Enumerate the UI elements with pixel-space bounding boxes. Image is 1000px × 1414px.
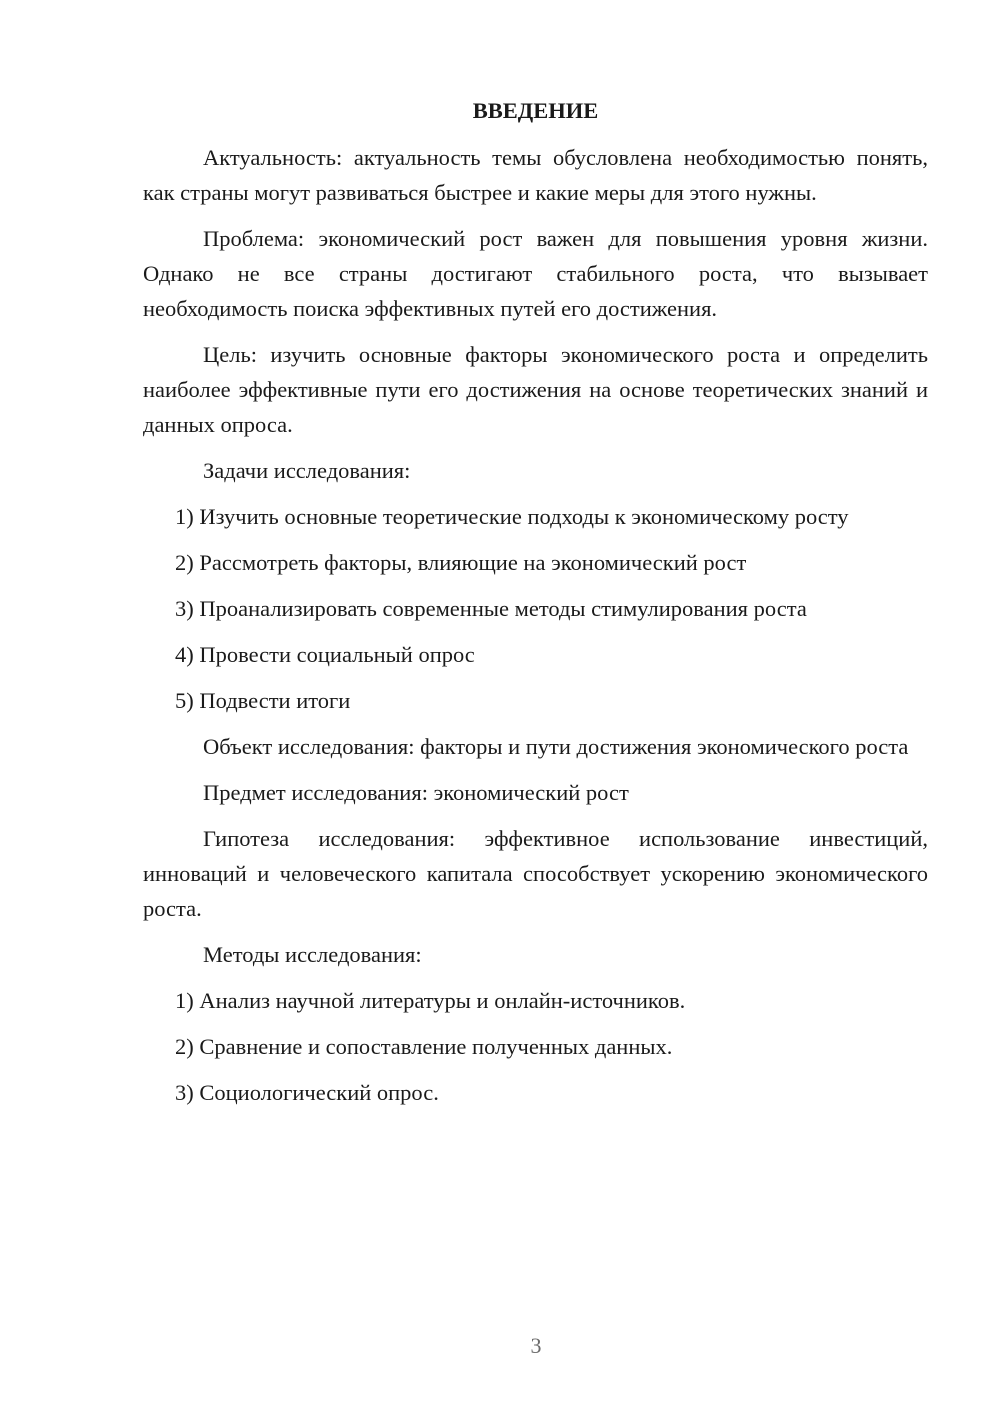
list-item-task-1: 1) Изучить основные теоретические подходы к экономическому росту xyxy=(175,504,849,529)
paragraph-relevance: Актуальность: актуальность темы обусловлена необходимостью понять, как страны могут развиваться быстрее и какие меры для этого нужны. xyxy=(143,145,928,205)
methods-list xyxy=(143,983,928,1110)
list-item-task-4: 4) Провести социальный опрос xyxy=(175,642,475,667)
paragraph-goal: Цель: изучить основные факторы экономического роста и определить наиболее эффективные пути его достижения на основе теоретических знаний и данных опроса. xyxy=(143,342,928,437)
paragraph-hypothesis: Гипотеза исследования: эффективное использование инвестиций, инноваций и человеческого капитала способствует ускорению экономического роста. xyxy=(143,826,928,921)
page-number: 3 xyxy=(530,1333,542,1358)
paragraph-object: Объект исследования: факторы и пути достижения экономического роста xyxy=(203,734,909,759)
tasks-heading: Задачи исследования: xyxy=(203,458,411,483)
list-item-task-5: 5) Подвести итоги xyxy=(175,688,351,713)
tasks-list xyxy=(143,499,928,718)
paragraph-problem: Проблема: экономический рост важен для повышения уровня жизни. Однако не все страны достигают стабильного роста, что вызывает необходимость поиска эффективных путей его достижения. xyxy=(143,226,928,321)
methods-heading: Методы исследования: xyxy=(203,942,422,967)
list-item-task-3: 3) Проанализировать современные методы стимулирования роста xyxy=(175,596,807,621)
page-title: ВВЕДЕНИЕ xyxy=(472,98,599,123)
list-item-method-3: 3) Социологический опрос. xyxy=(175,1080,439,1105)
list-item-task-2: 2) Рассмотреть факторы, влияющие на экономический рост xyxy=(175,550,747,575)
page-content xyxy=(143,94,928,1121)
paragraph-subject: Предмет исследования: экономический рост xyxy=(203,780,629,805)
list-item-method-2: 2) Сравнение и сопоставление полученных данных. xyxy=(175,1034,673,1059)
list-item-method-1: 1) Анализ научной литературы и онлайн-источников. xyxy=(175,988,686,1013)
